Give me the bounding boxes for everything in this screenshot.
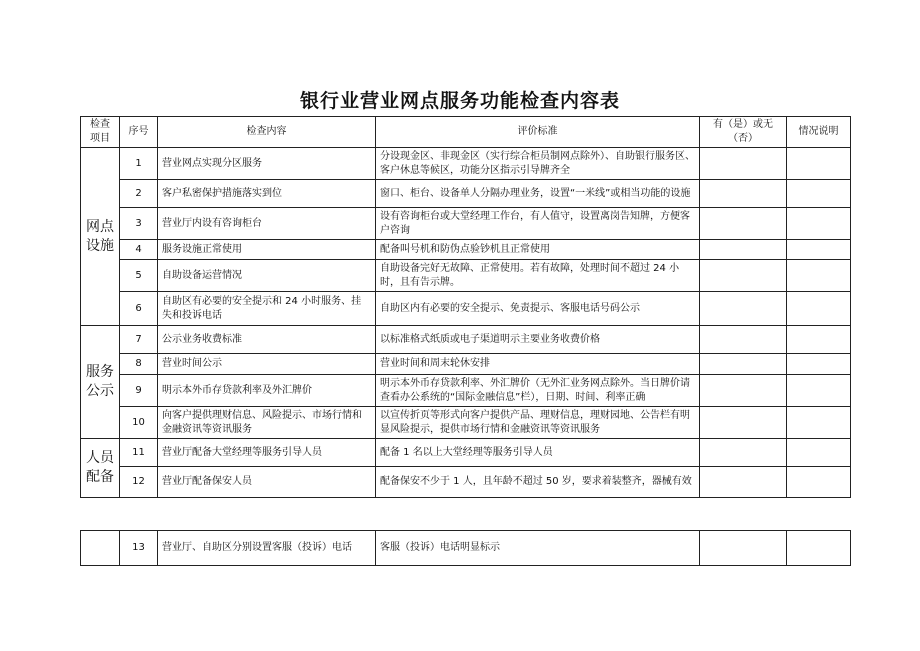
row-seq: 10 <box>120 407 158 439</box>
row-content: 营业厅配备保安人员 <box>158 467 376 498</box>
row-has-cell[interactable] <box>700 260 787 292</box>
row-seq: 3 <box>120 208 158 240</box>
row-note-cell[interactable] <box>787 531 851 566</box>
row-content: 营业网点实现分区服务 <box>158 148 376 180</box>
row-has-cell[interactable] <box>700 240 787 260</box>
row-note-cell[interactable] <box>787 180 851 208</box>
row-standard: 明示本外币存贷款利率、外汇牌价（无外汇业务网点除外。当日牌价请查看办公系统的“国际金融信息”栏），日期、时间、利率正确 <box>376 375 700 407</box>
category-network: 网点 设施 <box>81 148 120 326</box>
inspection-table <box>80 116 851 498</box>
row-has-cell[interactable] <box>700 292 787 326</box>
table-row <box>81 531 851 566</box>
row-standard: 配备叫号机和防伪点验钞机且正常使用 <box>376 240 700 260</box>
row-content: 自助区有必要的安全提示和 24 小时服务、挂失和投诉电话 <box>158 292 376 326</box>
row-seq: 9 <box>120 375 158 407</box>
row-standard: 自助设备完好无故障、正常使用。若有故障，处理时间不超过 24 小时，且有告示牌。 <box>376 260 700 292</box>
row-has-cell[interactable] <box>700 148 787 180</box>
category-publicity: 服务 公示 <box>81 326 120 439</box>
row-content: 明示本外币存贷款利率及外汇牌价 <box>158 375 376 407</box>
row-note-cell[interactable] <box>787 260 851 292</box>
table-row <box>81 292 851 326</box>
header-seq: 序号 <box>120 117 158 148</box>
row-has-cell[interactable] <box>700 407 787 439</box>
row-has-cell[interactable] <box>700 375 787 407</box>
row-note-cell[interactable] <box>787 439 851 467</box>
row-seq: 11 <box>120 439 158 467</box>
header-standard: 评价标准 <box>376 117 700 148</box>
row-category-empty <box>81 531 120 566</box>
row-standard: 自助区内有必要的安全提示、免责提示、客服电话号码公示 <box>376 292 700 326</box>
row-has-cell[interactable] <box>700 439 787 467</box>
row-standard: 客服（投诉）电话明显标示 <box>376 531 700 566</box>
row-content: 公示业务收费标准 <box>158 326 376 354</box>
table-row <box>81 180 851 208</box>
table-row <box>81 326 851 354</box>
row-seq: 1 <box>120 148 158 180</box>
row-note-cell[interactable] <box>787 208 851 240</box>
row-standard: 以宣传折页等形式向客户提供产品、理财信息，理财园地、公告栏有明显风险提示，提供市场行情和金融资讯等资讯服务 <box>376 407 700 439</box>
table-row <box>81 260 851 292</box>
row-seq: 4 <box>120 240 158 260</box>
row-standard: 设有咨询柜台或大堂经理工作台，有人值守，设置离岗告知牌，方便客户咨询 <box>376 208 700 240</box>
row-content: 营业厅、自助区分别设置客服（投诉）电话 <box>158 531 376 566</box>
row-content: 自助设备运营情况 <box>158 260 376 292</box>
row-note-cell[interactable] <box>787 407 851 439</box>
row-has-cell[interactable] <box>700 354 787 375</box>
table-row <box>81 375 851 407</box>
row-has-cell[interactable] <box>700 326 787 354</box>
table-row <box>81 208 851 240</box>
table-row <box>81 148 851 180</box>
table-row <box>81 354 851 375</box>
header-note: 情况说明 <box>787 117 851 148</box>
row-seq: 8 <box>120 354 158 375</box>
row-note-cell[interactable] <box>787 148 851 180</box>
row-standard: 配备 1 名以上大堂经理等服务引导人员 <box>376 439 700 467</box>
row-has-cell[interactable] <box>700 180 787 208</box>
row-standard: 以标准格式纸质或电子渠道明示主要业务收费价格 <box>376 326 700 354</box>
table-row <box>81 240 851 260</box>
row-seq: 12 <box>120 467 158 498</box>
row-seq: 2 <box>120 180 158 208</box>
row-note-cell[interactable] <box>787 354 851 375</box>
row-has-cell[interactable] <box>700 531 787 566</box>
row-note-cell[interactable] <box>787 326 851 354</box>
row-content: 服务设施正常使用 <box>158 240 376 260</box>
row-content: 营业时间公示 <box>158 354 376 375</box>
row-content: 客户私密保护措施落实到位 <box>158 180 376 208</box>
category-staff: 人员 配备 <box>81 439 120 498</box>
row-note-cell[interactable] <box>787 375 851 407</box>
header-content: 检查内容 <box>158 117 376 148</box>
row-content: 营业厅内设有咨询柜台 <box>158 208 376 240</box>
row-content: 营业厅配备大堂经理等服务引导人员 <box>158 439 376 467</box>
page-title: 银行业营业网点服务功能检查内容表 <box>299 90 620 112</box>
table-row <box>81 467 851 498</box>
row-seq: 7 <box>120 326 158 354</box>
row-has-cell[interactable] <box>700 208 787 240</box>
inspection-table-continued <box>80 530 851 566</box>
table-row <box>81 439 851 467</box>
row-content: 向客户提供理财信息、风险提示、市场行情和金融资讯等资讯服务 <box>158 407 376 439</box>
row-standard: 配备保安不少于 1 人，且年龄不超过 50 岁，要求着装整齐，器械有效 <box>376 467 700 498</box>
row-seq: 13 <box>120 531 158 566</box>
row-note-cell[interactable] <box>787 467 851 498</box>
row-seq: 6 <box>120 292 158 326</box>
row-standard: 营业时间和周末轮休安排 <box>376 354 700 375</box>
row-has-cell[interactable] <box>700 467 787 498</box>
row-standard: 窗口、柜台、设备单人分隔办理业务，设置“一米线”或相当功能的设施 <box>376 180 700 208</box>
table-header-row <box>81 117 851 148</box>
row-note-cell[interactable] <box>787 292 851 326</box>
row-note-cell[interactable] <box>787 240 851 260</box>
row-standard: 分设现金区、非现金区（实行综合柜员制网点除外）、自助银行服务区、客户休息等候区，功能分区指示引导牌齐全 <box>376 148 700 180</box>
table-row <box>81 407 851 439</box>
header-category: 检查 项目 <box>81 117 120 148</box>
header-has: 有（是）或无（否） <box>700 117 787 148</box>
row-seq: 5 <box>120 260 158 292</box>
